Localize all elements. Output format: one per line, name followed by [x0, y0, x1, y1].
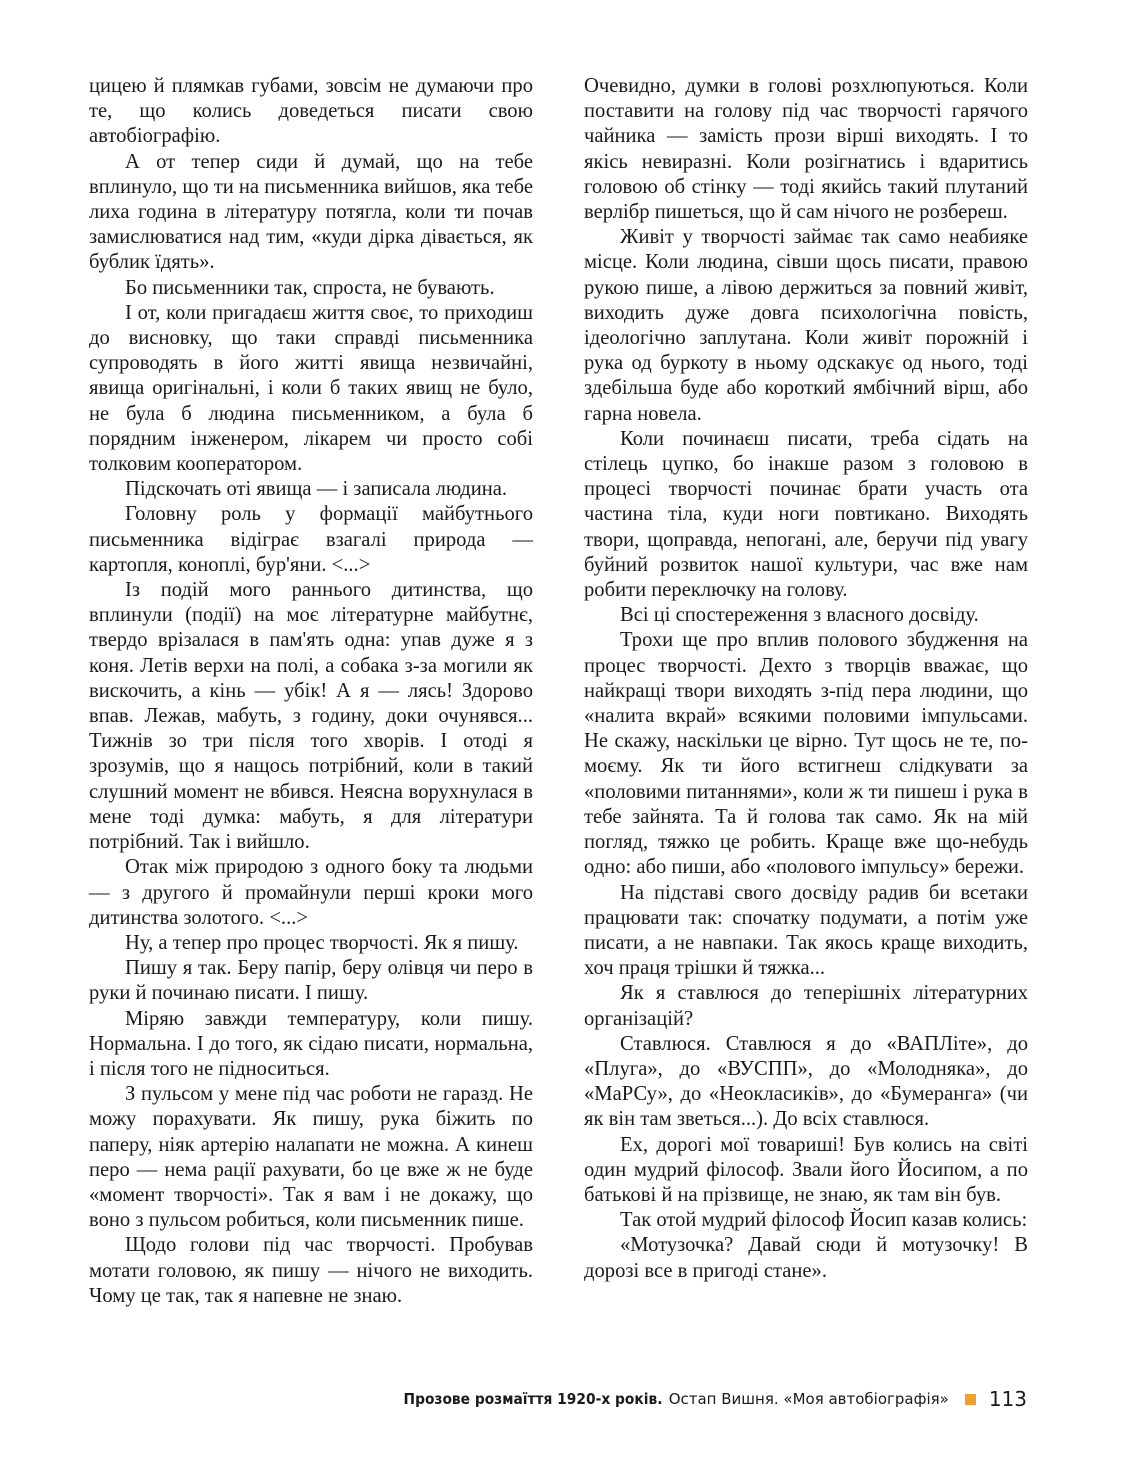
- page-number: 113: [988, 1387, 1027, 1411]
- footer-marker-square: [965, 1394, 976, 1405]
- paragraph: Очевидно, думки в голові розхлюпуються. Коли поставити на голову під час творчості гарячого чайника — замість прози вірші виходять. І то якісь невиразні. Коли розігнатись і вдаритись головою об стінку — тоді якийсь такий плутаний верлібр пишеться, що й сам нічого не розбереш.: [584, 75, 1028, 224]
- paragraph: Коли починаєш писати, треба сідать на стілець цупко, бо інакше разом з головою в процесі творчості починає брати участь ота частина тіла, куди ноги повтикано. Виходять твори, щоправда, непогані, але, беручи під увагу буйний розвиток нашої культури, час вже нам робити переключку на голову.: [584, 427, 1028, 602]
- page-footer: [381, 1387, 1027, 1411]
- paragraph: цицею й плямкав губами, зовсім не думаючи про те, що колись доведеться писати свою автобіографію.: [89, 75, 533, 148]
- paragraph: І от, коли пригадаєш життя своє, то приходиш до висновку, що таки справді письменника супроводять в його житті явища незвичайні, явища оригінальні, і коли б таких явищ не було, не була б людина письменником, а була б порядним інженером, лікарем чи просто собі толковим кооператором.: [89, 301, 533, 476]
- paragraph: Із подій мого раннього дитинства, що вплинули (події) на моє літературне майбутнє, твердо врізалася в пам'ять одна: упав дуже я з коня. Летів верхи на полі, а собака з-за могили як вискочить, а кінь — убік! А я — лясь! Здорово впав. Лежав, мабуть, з годину, доки очунявся... Тижнів зо три після того хворів. І отоді я зрозумів, що я нащось потрібний, коли в такий слушний момент не вбився. Неясна ворухнулася в мене тоді думка: мабуть, я для літератури потрібний. Так і вийшло.: [89, 579, 533, 854]
- paragraph: Ну, а тепер про процес творчості. Як я пишу.: [125, 931, 519, 954]
- paragraph: Трохи ще про вплив полового збудження на процес творчості. Дехто з творців вважає, що найкращі твори виходять з-під пера людини, що «налита вкрай» всякими половими імпульсами. Не скажу, наскільки це вірно. Тут щось не те, по-моєму. Як ти його встигнеш слідкувати за «половими питаннями», коли ж ти пишеш і рука в тебе зайнята. Та й голова так само. Як на мій погляд, тяжко це робить. Краще вже що-небудь одно: або пиши, або «полового імпульсу» бережи.: [584, 629, 1028, 879]
- paragraph: Всі ці спостереження з власного досвіду.: [620, 604, 979, 627]
- paragraph: Пишу я так. Беру папір, беру олівця чи перо в руки й починаю писати. І пишу.: [89, 957, 533, 1005]
- paragraph: Щодо голови під час творчості. Пробував мотати головою, як пишу — нічого не виходить. Чому це так, так я напевне не знаю.: [89, 1234, 533, 1307]
- paragraph: Міряю завжди температуру, коли пишу. Нормальна. І до того, як сідаю писати, нормальна, і після того не підноситься.: [89, 1007, 533, 1080]
- paragraph: «Мотузочка? Давай сюди й мотузочку! В дорозі все в пригоді стане».: [584, 1234, 1028, 1282]
- footer-section-title: Прозове розмаїття 1920-х років.: [403, 1390, 663, 1408]
- right-text-column: [584, 74, 1028, 1284]
- paragraph: Бо письменники так, спроста, не бувають.: [125, 276, 495, 299]
- paragraph: Як я ставлюся до теперішніх літературних організацій?: [584, 982, 1028, 1030]
- paragraph: Ставлюся. Ставлюся я до «ВАПЛіте», до «Плуга», до «ВУСПП», до «Молодняка», до «МаРСу», до «Неокласиків», до «Бумеранга» (чи як він там зветься...). До всіх ставлюся.: [584, 1032, 1028, 1131]
- paragraph: А от тепер сиди й думай, що на тебе вплинуло, що ти на письменника вийшов, яка тебе лиха година в літературу потягла, коли ти почав замислюватися над тим, «куди дірка дівається, як бублик їдять».: [89, 150, 533, 274]
- paragraph: На підставі свого досвіду радив би всетаки працювати так: спочатку подумати, а потім уже писати, а не навпаки. Так якось краще виходить, хоч праця трішки й тяжка...: [584, 881, 1028, 980]
- paragraph: Отак між природою з одного боку та людьми — з другого й промайнули перші кроки мого дитинства золотого. <...>: [89, 856, 533, 929]
- left-text-column: [89, 74, 533, 1309]
- paragraph: Головну роль у формації майбутнього письменника відіграє взагалі природа — картопля, коноплі, бур'яни. <...>: [89, 503, 533, 576]
- paragraph: З пульсом у мене під час роботи не гаразд. Не можу порахувати. Як пишу, рука біжить по паперу, ніяк артерію налапати не можна. А кинеш перо — нема рації рахувати, бо це вже ж не буде «момент творчості». Так я вам і не докажу, що воно з пульсом робиться, коли письменник пише.: [89, 1083, 533, 1232]
- paragraph: Живіт у творчості займає так само неабияке місце. Коли людина, сівши щось писати, правою рукою пише, а лівою держиться за повний живіт, виходить дуже довга психологічна повість, ідеологічно заплутана. Коли живіт порожній і рука од буркоту в ньому одскакує од нього, тоді здебільша буде або короткий ямбічний вірш, або гарна новела.: [584, 226, 1028, 425]
- paragraph: Так отой мудрий філософ Йосип казав колись:: [620, 1209, 1028, 1232]
- footer-source: Остап Вишня. «Моя автобіографія»: [668, 1390, 949, 1408]
- paragraph: Підскочать оті явища — і записала людина.: [125, 478, 508, 501]
- paragraph: Ех, дорогі мої товариші! Був колись на світі один мудрий філософ. Звали його Йосипом, а по батькові й на прізвище, не знаю, як там він був.: [584, 1133, 1028, 1206]
